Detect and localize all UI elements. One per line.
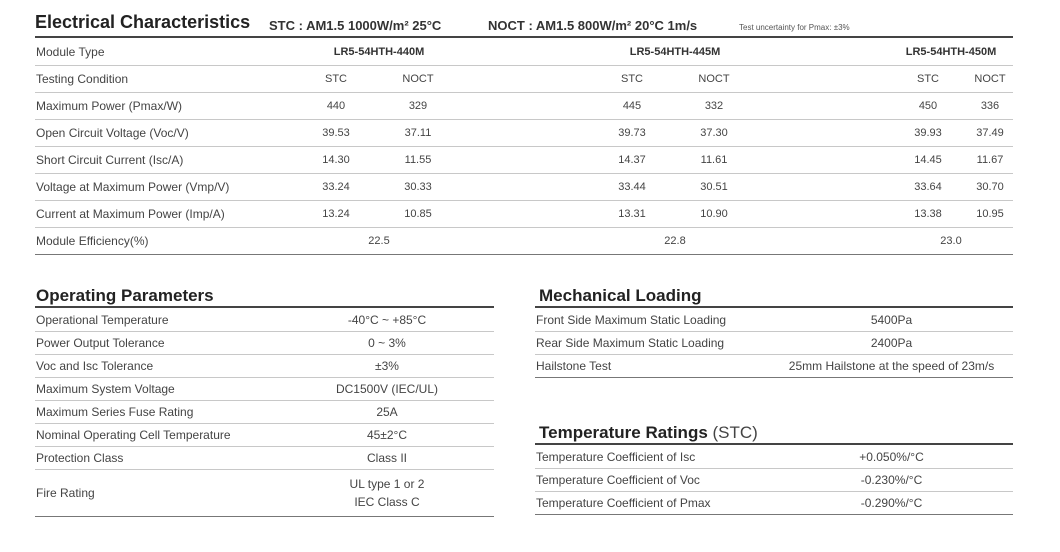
cell-value: 30.33 [375,174,461,201]
row-label: Front Side Maximum Static Loading [535,309,770,332]
operating-divider [35,306,494,308]
row-label: Temperature Coefficient of Pmax [535,492,770,515]
model-header: LR5-54HTH-445M [593,39,757,66]
mechanical-divider [535,306,1013,308]
row-value: 0 ~ 3% [280,332,494,355]
row-value: ±3% [280,355,494,378]
cell-value: 11.55 [375,147,461,174]
table-row [35,332,494,355]
cell-value: 329 [375,93,461,120]
table-row [535,309,1013,332]
row-label: Voc and Isc Tolerance [35,355,280,378]
noct-header: NOCT [671,66,757,93]
table-row [35,424,494,447]
module-type-label: Module Type [35,39,297,66]
row-value: 45±2°C [280,424,494,447]
fire-rating-label: Fire Rating [35,470,280,517]
table-row [535,469,1013,492]
uncertainty-note: Test uncertainty for Pmax: ±3% [739,23,850,32]
row-label: Current at Maximum Power (Imp/A) [35,201,297,228]
cell-value: 445 [593,93,671,120]
table-row [35,93,1013,120]
temperature-table [535,446,1013,515]
cell-value: 450 [889,93,967,120]
temperature-title-main: Temperature Ratings [539,423,708,442]
electrical-title: Electrical Characteristics [35,12,251,32]
testing-condition-row [35,66,1013,93]
efficiency-row [35,228,1013,255]
row-value: 25A [280,401,494,424]
table-row [535,355,1013,378]
noct-header: NOCT [967,66,1013,93]
temperature-divider [535,443,1013,445]
row-label: Nominal Operating Cell Temperature [35,424,280,447]
fire-rating-value [280,470,494,517]
row-label: Maximum System Voltage [35,378,280,401]
temperature-title [539,423,758,443]
cell-value: 33.44 [593,174,671,201]
cell-value: 11.67 [967,147,1013,174]
module-type-row [35,39,1013,66]
cell-value: 336 [967,93,1013,120]
row-value: 25mm Hailstone at the speed of 23m/s [770,355,1013,378]
row-label: Hailstone Test [535,355,770,378]
row-label: Operational Temperature [35,309,280,332]
table-row [35,120,1013,147]
row-label: Voltage at Maximum Power (Vmp/V) [35,174,297,201]
cell-value: 13.31 [593,201,671,228]
testing-condition-label: Testing Condition [35,66,297,93]
cell-value: 30.70 [967,174,1013,201]
cell-value: 14.45 [889,147,967,174]
cell-value: 10.95 [967,201,1013,228]
efficiency-value: 23.0 [889,228,1013,255]
model-header: LR5-54HTH-440M [297,39,461,66]
table-row [35,355,494,378]
cell-value: 440 [297,93,375,120]
table-row [535,492,1013,515]
row-label: Open Circuit Voltage (Voc/V) [35,120,297,147]
temperature-title-suffix: (STC) [712,423,758,442]
cell-value: 332 [671,93,757,120]
row-label: Maximum Power (Pmax/W) [35,93,297,120]
electrical-table [35,39,1013,255]
cell-value: 37.30 [671,120,757,147]
stc-header: STC [889,66,967,93]
table-row [535,446,1013,469]
cell-value: 33.64 [889,174,967,201]
stc-header: STC [297,66,375,93]
efficiency-value: 22.8 [593,228,757,255]
fire-rating-row [35,470,494,517]
row-value: DC1500V (IEC/UL) [280,378,494,401]
row-value: 5400Pa [770,309,1013,332]
efficiency-label: Module Efficiency(%) [35,228,297,255]
cell-value: 39.93 [889,120,967,147]
cell-value: 37.49 [967,120,1013,147]
fire-rating-ul: UL type 1 or 2 [349,477,425,491]
row-label: Maximum Series Fuse Rating [35,401,280,424]
operating-title: Operating Parameters [36,286,214,305]
stc-header: STC [593,66,671,93]
table-row [35,174,1013,201]
cell-value: 37.11 [375,120,461,147]
row-value: +0.050%/°C [770,446,1013,469]
mechanical-title: Mechanical Loading [539,286,702,305]
fire-rating-iec: IEC Class C [354,495,420,509]
cell-value: 14.37 [593,147,671,174]
model-header: LR5-54HTH-450M [889,39,1013,66]
noct-condition: NOCT : AM1.5 800W/m² 20°C 1m/s [488,18,698,33]
row-label: Temperature Coefficient of Voc [535,469,770,492]
row-value: 2400Pa [770,332,1013,355]
cell-value: 11.61 [671,147,757,174]
row-label: Rear Side Maximum Static Loading [535,332,770,355]
mechanical-table [535,309,1013,378]
cell-value: 13.38 [889,201,967,228]
table-row [35,447,494,470]
row-label: Power Output Tolerance [35,332,280,355]
table-row [35,147,1013,174]
efficiency-value: 22.5 [297,228,461,255]
cell-value: 10.90 [671,201,757,228]
noct-header: NOCT [375,66,461,93]
cell-value: 30.51 [671,174,757,201]
row-value: -0.290%/°C [770,492,1013,515]
row-value: Class II [280,447,494,470]
cell-value: 10.85 [375,201,461,228]
table-row [35,401,494,424]
cell-value: 14.30 [297,147,375,174]
row-label: Protection Class [35,447,280,470]
row-value: -0.230%/°C [770,469,1013,492]
operating-table [35,309,494,517]
cell-value: 39.73 [593,120,671,147]
table-row [35,309,494,332]
electrical-header [35,10,1013,38]
row-value: -40°C ~ +85°C [280,309,494,332]
table-row [35,201,1013,228]
row-label: Short Circuit Current (Isc/A) [35,147,297,174]
cell-value: 33.24 [297,174,375,201]
row-label: Temperature Coefficient of Isc [535,446,770,469]
stc-condition: STC : AM1.5 1000W/m² 25°C [269,18,442,33]
cell-value: 39.53 [297,120,375,147]
table-row [535,332,1013,355]
table-row [35,378,494,401]
cell-value: 13.24 [297,201,375,228]
